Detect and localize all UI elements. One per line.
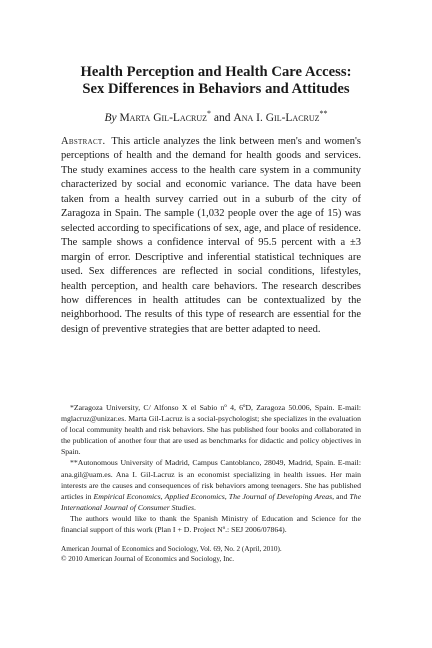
title-line-2: Sex Differences in Behaviors and Attitudes: [82, 81, 350, 97]
author-2-footnote-mark: **: [319, 109, 328, 118]
abstract-label: Abstract.: [61, 136, 106, 147]
abstract-text: This article analyzes the link between men's and women's perceptions of health and the demand for health goods and services. The study examines access to the health care system in a community characterized by social and economic variance. The data have been taken from a health survey carried out in a suburb of the city of Zaragoza in Spain. The sample (1,032 people over the age of 15) was selected according to specifications of sex, age, and place of residence. The sample shows a confidence interval of 95.5 percent with a ±3 margin of error. Descriptive and inferential statistical techniques are used. Sex differences are reflected in social conditions, lifestyles, health perception, and health care behaviors. The research describes how differences in health attitudes can be contextualized by the neighborhood. The results of this type of research are essential for the design of preventive strategies that are better adapted to need.: [61, 136, 361, 335]
separator-3: , and: [332, 491, 350, 501]
journal-copyright: © 2010 American Journal of Economics and Sociology, Inc.: [61, 554, 235, 563]
title-line-1: Health Perception and Health Care Access:: [80, 64, 352, 80]
abstract: [61, 135, 361, 337]
footnote-author-1: *Zaragoza University, C/ Alfonso X el Sabio nº 4, 6ºD, Zaragoza 50.006, Spain. E-mail: mglacruz@unizar.es. Marta Gil-Lacruz is a social-psychologist; she specializes in the evaluation of local community health and risk behaviors. She has published four books and collaborated in the publication of another four that are used as benchmarks for didactic and policy objectives in Spain.: [61, 403, 361, 457]
journal-name-3: The Journal of Developing Areas: [228, 491, 333, 501]
author-1-name: Marta Gil-Lacruz: [119, 111, 208, 124]
journal-name-4: The International Journal of Consumer Studies: [61, 491, 362, 512]
byline-by: By: [104, 111, 117, 124]
footnote-end: .: [194, 502, 196, 512]
footnote-author-2: [61, 457, 361, 512]
journal-name-1: Empirical Economics: [93, 491, 161, 501]
author-2-name: Ana I. Gil-Lacruz: [233, 111, 320, 124]
journal-citation: American Journal of Economics and Sociology, Vol. 69, No. 2 (April, 2010).: [61, 545, 282, 553]
footnote-acknowledgment: The authors would like to thank the Spanish Ministry of Education and Science for the financial support of this work (Plan I + D. Project Nº.: SEJ 2006/07864).: [61, 513, 361, 535]
footnotes: [61, 402, 361, 535]
author-1-footnote-mark: *: [207, 109, 212, 118]
author-byline: [40, 107, 392, 125]
journal-info: [61, 545, 381, 564]
byline-and: and: [213, 111, 231, 124]
separator-2: ,: [224, 491, 229, 501]
article-title: [40, 64, 392, 98]
footnote-author-2-text: **Autonomous University of Madrid, Campus Cantoblanco, 28049, Madrid, Spain. E-mail: ana.gil@uam.es. Ana I. Gil-Lacruz is an economist specializing in health issues. Her main interests are the causes and consequences of risk behaviors among teenagers. She has published articles in: [61, 458, 361, 501]
journal-name-2: Applied Economics: [164, 491, 225, 501]
separator-1: ,: [160, 491, 165, 501]
